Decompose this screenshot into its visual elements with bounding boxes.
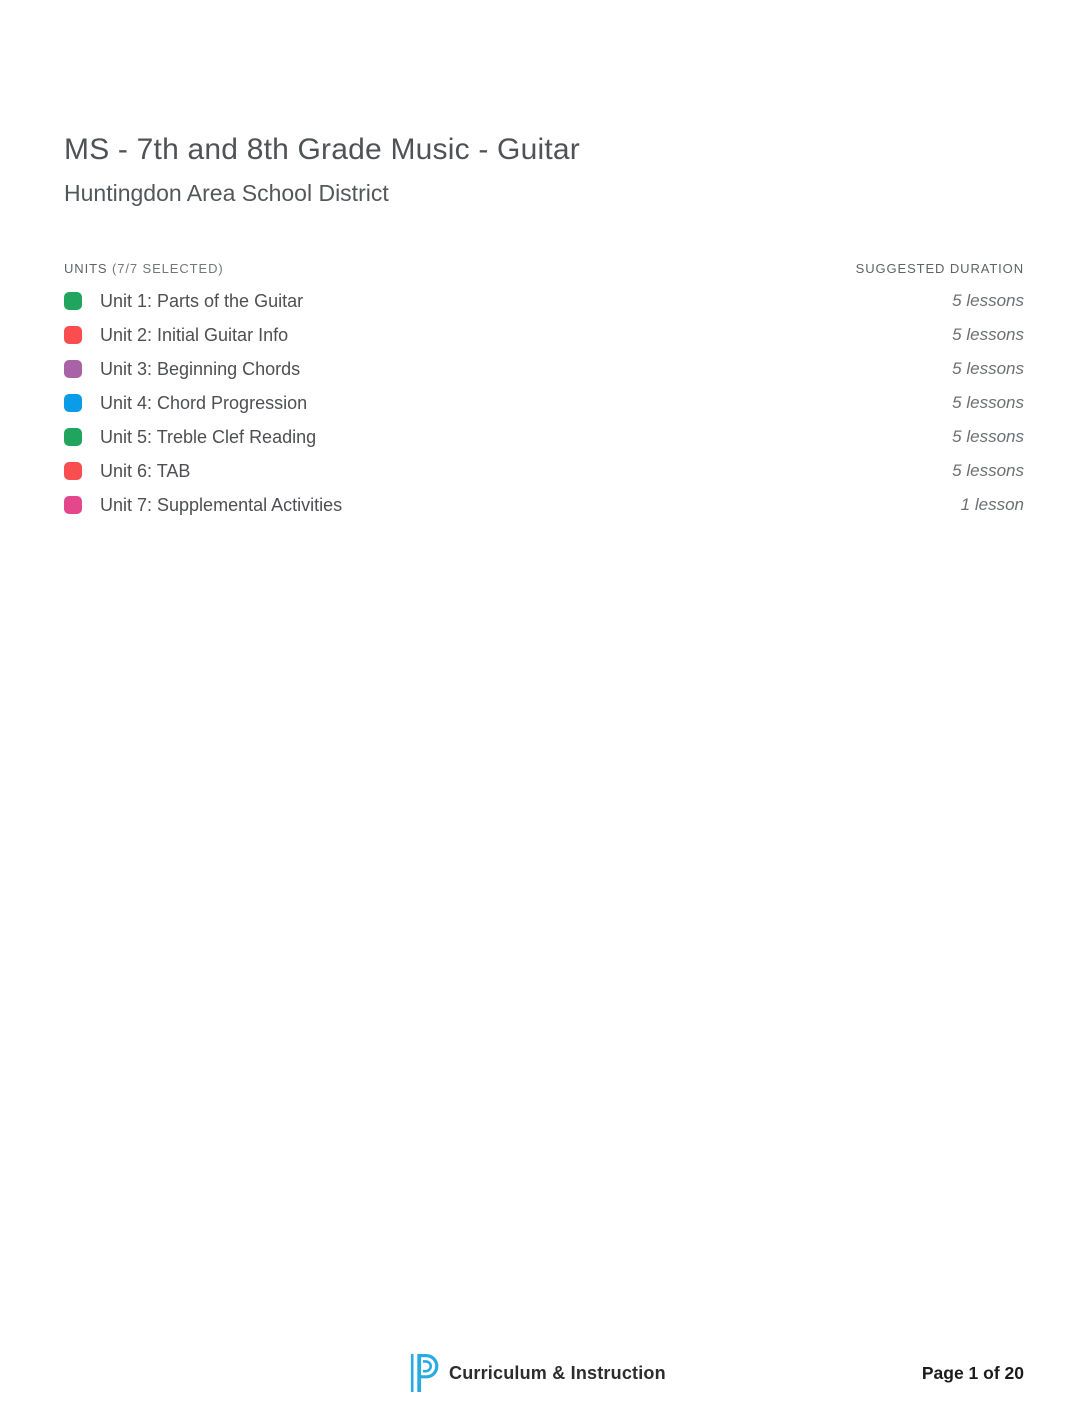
p-logo-icon (410, 1352, 440, 1394)
units-table-header (64, 261, 1024, 276)
unit-row (64, 420, 1024, 454)
footer-brand-label: Curriculum & Instruction (449, 1362, 666, 1383)
duration-column-header: SUGGESTED DURATION (855, 261, 1024, 276)
unit-row (64, 454, 1024, 488)
unit-label: Unit 7: Supplemental Activities (100, 494, 343, 515)
unit-label: Unit 2: Initial Guitar Info (100, 324, 289, 345)
units-rows (64, 284, 1024, 522)
units-selected-count: (7/7 SELECTED) (112, 261, 224, 276)
unit-row (64, 284, 1024, 318)
unit-color-swatch (64, 394, 82, 412)
unit-color-swatch (64, 496, 82, 514)
unit-duration: 5 lessons (952, 461, 1024, 480)
unit-duration: 5 lessons (952, 427, 1024, 446)
footer-brand (410, 1352, 666, 1394)
unit-color-swatch (64, 292, 82, 310)
page-title: MS - 7th and 8th Grade Music - Guitar (64, 133, 580, 166)
unit-label: Unit 6: TAB (100, 460, 191, 481)
unit-label: Unit 3: Beginning Chords (100, 358, 301, 379)
page-subtitle: Huntingdon Area School District (64, 180, 389, 206)
unit-duration: 5 lessons (952, 393, 1024, 412)
unit-label: Unit 1: Parts of the Guitar (100, 290, 304, 311)
unit-label: Unit 4: Chord Progression (100, 392, 308, 413)
units-header-label: UNITS (64, 261, 108, 276)
unit-row (64, 386, 1024, 420)
unit-duration: 1 lesson (960, 495, 1024, 514)
footer-page-number: Page 1 of 20 (921, 1363, 1024, 1383)
unit-color-swatch (64, 360, 82, 378)
unit-color-swatch (64, 462, 82, 480)
unit-color-swatch (64, 326, 82, 344)
unit-row (64, 318, 1024, 352)
unit-label: Unit 5: Treble Clef Reading (100, 426, 317, 447)
unit-color-swatch (64, 428, 82, 446)
unit-row (64, 352, 1024, 386)
unit-duration: 5 lessons (952, 359, 1024, 378)
unit-duration: 5 lessons (952, 291, 1024, 310)
page-footer (64, 1352, 1024, 1396)
unit-row (64, 488, 1024, 522)
unit-duration: 5 lessons (952, 325, 1024, 344)
units-column-header (64, 261, 224, 276)
